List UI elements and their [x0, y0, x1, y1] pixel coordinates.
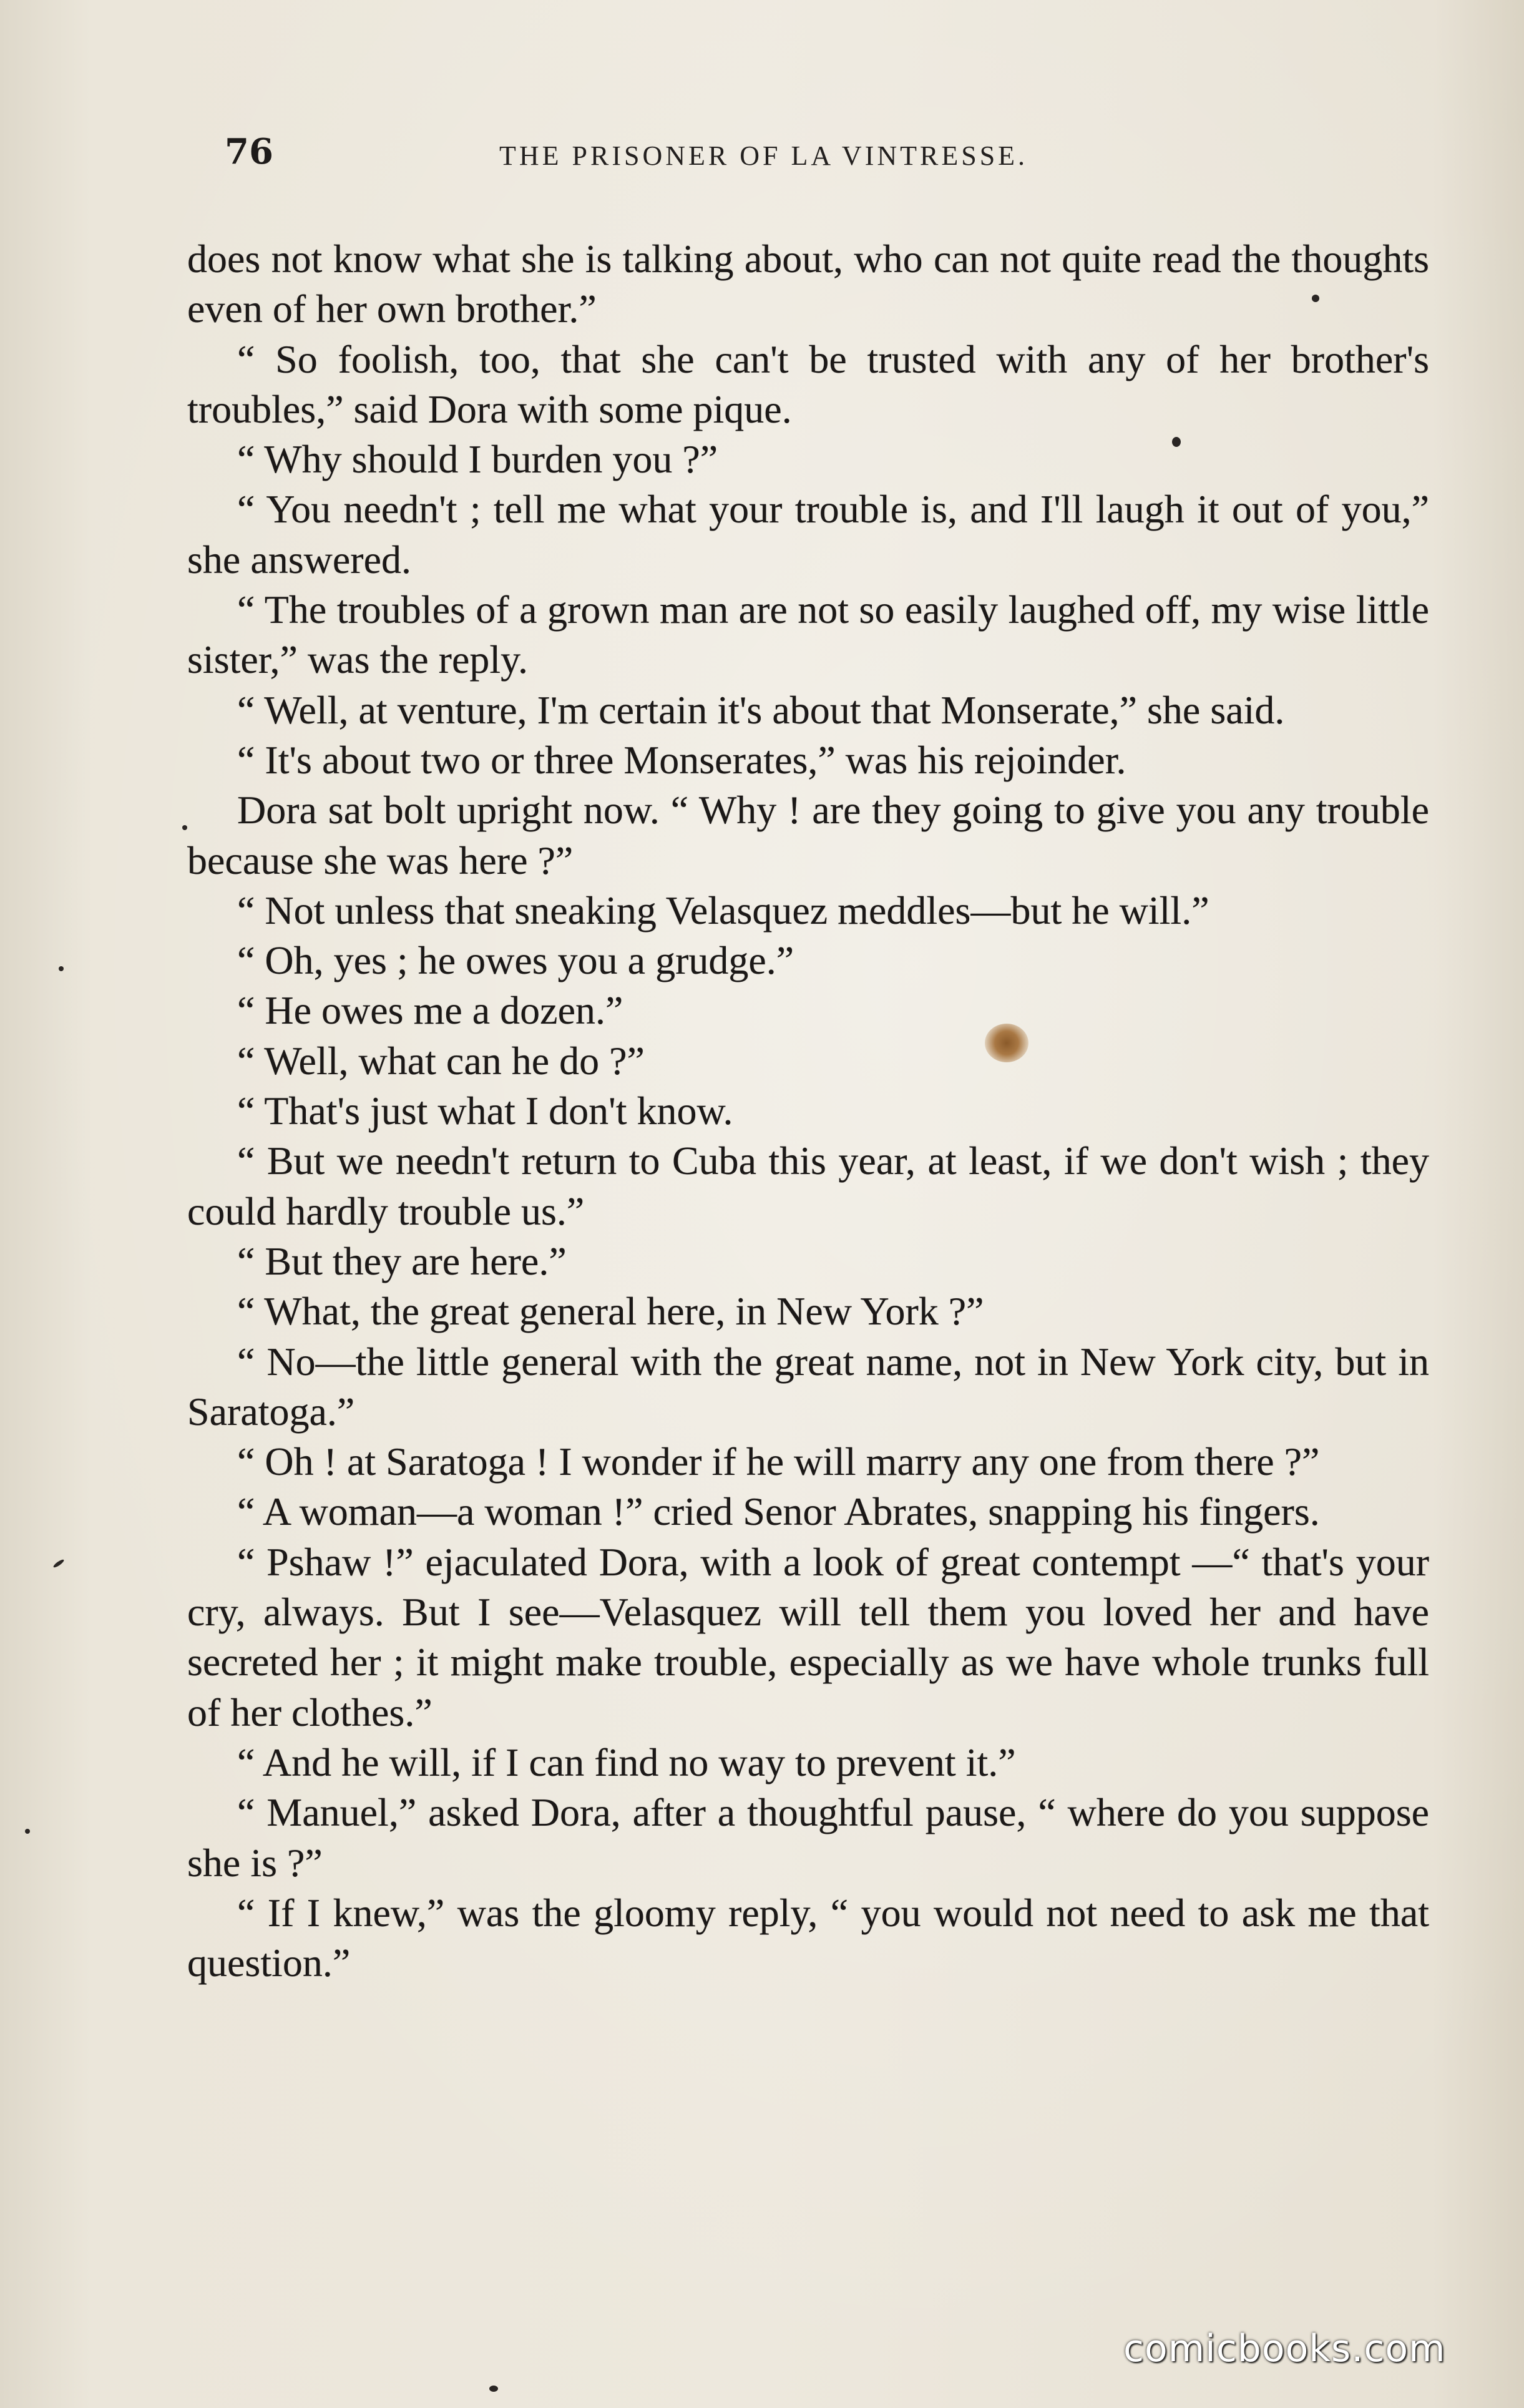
ink-speck	[1172, 437, 1181, 447]
body-text	[187, 234, 1429, 1988]
paragraph: “ He owes me a dozen.”	[237, 988, 623, 1033]
ink-speck	[489, 2386, 498, 2392]
paragraph: “ Why should I burden you ?”	[237, 437, 718, 482]
paragraph: “ Manuel,” asked Dora, after a thoughtful pause, “ where do you suppose she is ?”	[187, 1790, 1429, 1885]
paragraph: “ If I knew,” was the gloomy reply, “ you would not need to ask me that question.”	[187, 1890, 1429, 1985]
paragraph: Dora sat bolt upright now. “ Why ! are they going to give you any trouble because she was here ?”	[187, 788, 1429, 883]
paragraph: “ What, the great general here, in New York ?”	[237, 1289, 984, 1334]
paragraph: “ You needn't ; tell me what your trouble is, and I'll laugh it out of you,” she answered.	[187, 487, 1429, 582]
paragraph: “ A woman—a woman !” cried Senor Abrates, snapping his fingers.	[237, 1489, 1320, 1534]
paragraph: “ That's just what I don't know.	[237, 1089, 733, 1133]
paragraph: “ The troubles of a grown man are not so easily laughed off, my wise little sister,” was the reply.	[187, 587, 1429, 682]
page-number: 76	[225, 131, 273, 172]
ink-stain	[985, 1024, 1028, 1062]
paragraph: does not know what she is talking about, who can not quite read the thoughts even of her own brother.”	[187, 237, 1429, 331]
ink-speck	[182, 825, 187, 830]
watermark: comicbooks.com	[1123, 2327, 1446, 2371]
ink-speck	[59, 966, 64, 971]
paragraph: “ Oh ! at Saratoga ! I wonder if he will marry any one from there ?”	[237, 1439, 1320, 1484]
ink-speck	[52, 1559, 65, 1569]
paragraph: “ Pshaw !” ejaculated Dora, with a look of great contempt —“ that's your cry, always. But I see—Velasquez will tell them you loved her and have secreted her ; it might make trouble, especially as we have whole trunks full of her clothes.”	[187, 1539, 1429, 1735]
paragraph: “ Oh, yes ; he owes you a grudge.”	[237, 938, 794, 983]
paragraph: “ Not unless that sneaking Velasquez meddles—but he will.”	[237, 888, 1209, 932]
paragraph: “ Well, at venture, I'm certain it's about that Monserate,” she said.	[237, 687, 1285, 732]
running-head: THE PRISONER OF LA VINTRESSE.	[499, 140, 1028, 171]
ink-speck	[1312, 295, 1319, 302]
ink-speck	[25, 1829, 30, 1834]
paragraph: “ But they are here.”	[237, 1238, 567, 1283]
paragraph: “ No—the little general with the great name, not in New York city, but in Saratoga.”	[187, 1339, 1429, 1434]
paragraph: “ It's about two or three Monserates,” was his rejoinder.	[237, 737, 1126, 782]
paragraph: “ And he will, if I can find no way to prevent it.”	[237, 1740, 1016, 1784]
paragraph: “ But we needn't return to Cuba this year, at least, if we don't wish ; they could hardly trouble us.”	[187, 1138, 1429, 1233]
paragraph: “ So foolish, too, that she can't be trusted with any of her brother's troubles,” said Dora with some pique.	[187, 336, 1429, 431]
page-header	[225, 125, 1173, 175]
paragraph: “ Well, what can he do ?”	[237, 1038, 645, 1083]
